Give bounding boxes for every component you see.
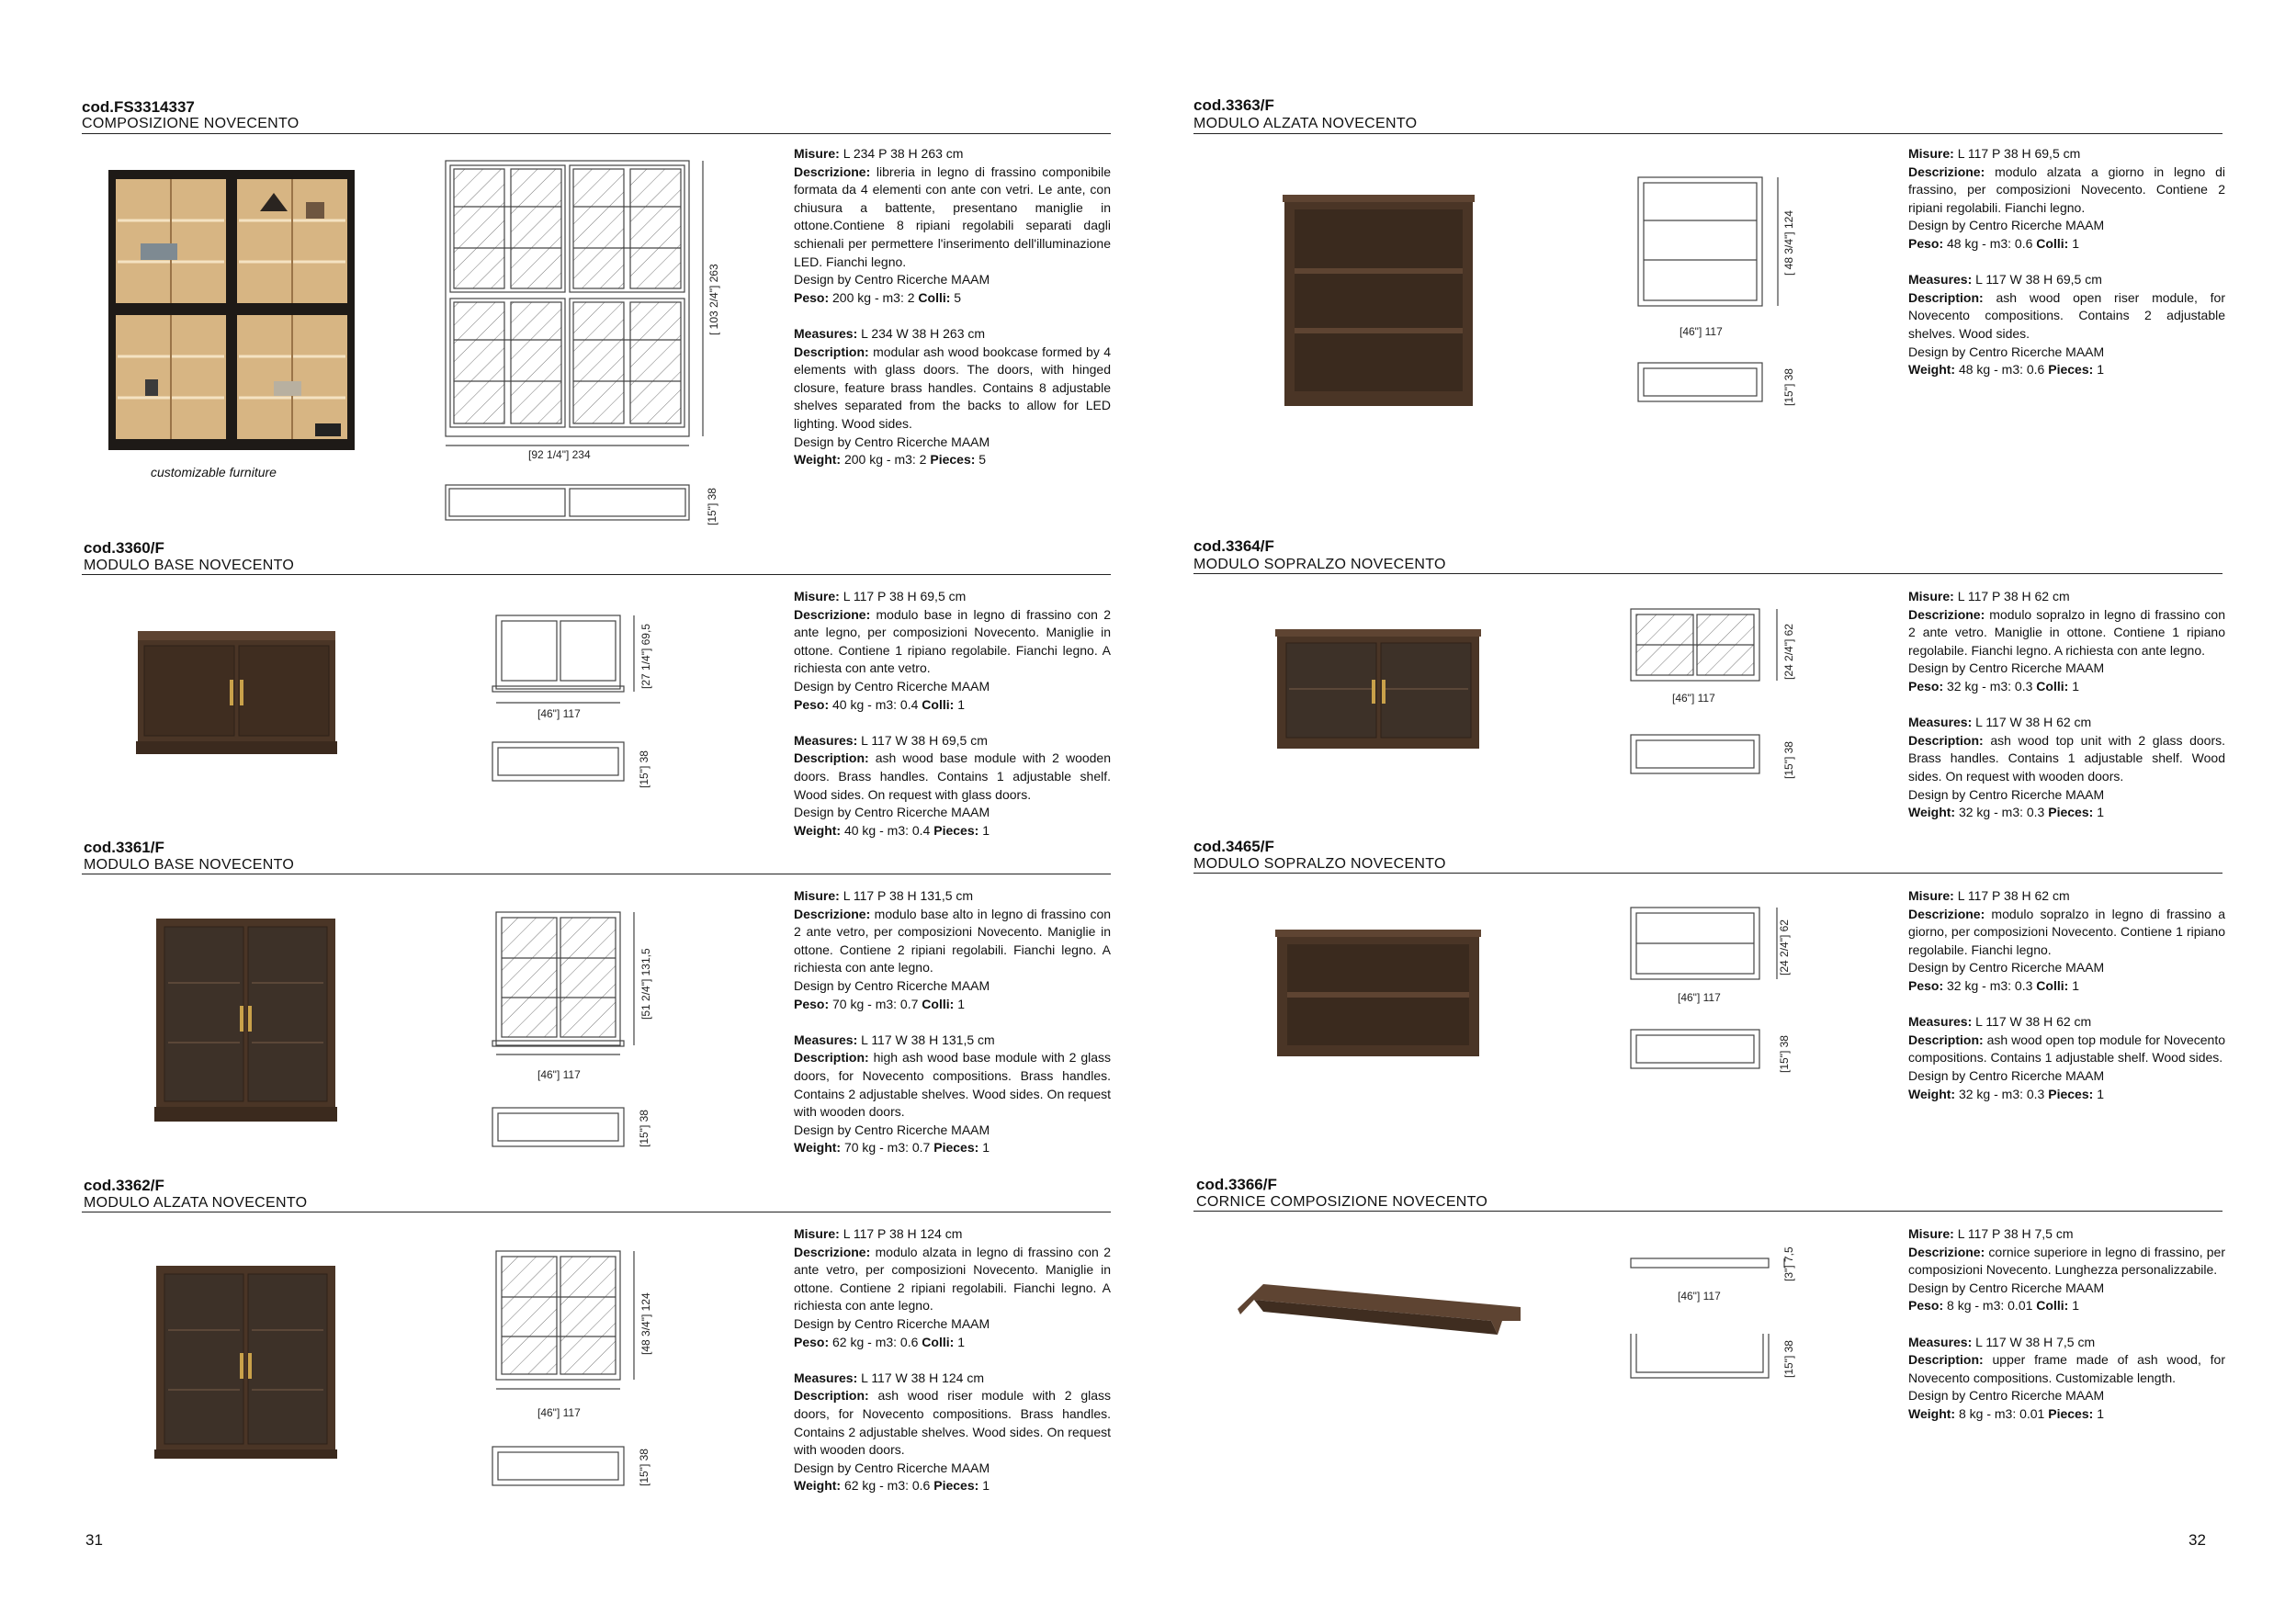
page-number-right: 32 (2189, 1531, 2206, 1549)
product-code: cod.3465/F (1193, 838, 1274, 855)
height-label: [24 2/4"] 62 (1782, 624, 1795, 680)
product-description: Misure: L 234 P 38 H 263 cm Descrizione: libreria in legno di frassino componibile formata da 4 elementi con ante con vetri. Le ante, con chiusura a battente, presentano maniglie in ottone.Contiene 8 ripiani regolabili separati dagli schienali per permettere l'inserimento dell'illuminazione LED. Fianchi legno. Design by Centro Ricerche MAAM Peso: 200 kg - m3: 2 Colli: 5 Measures: L 234 W 38 H 263 cm Description: modular ash wood bookcase formed by 4 elements with glass doors. The doors, with hinged closure, feature brass handles. Contains 8 adjustable shelves separated from the backs to allow for LED lighting. Wood sides. Design by Centro Ricerche MAAM Weight: 200 kg - m3: 2 Pieces: 5 (794, 146, 1112, 468)
product-description: Misure: L 117 P 38 H 62 cm Descrizione: modulo sopralzo in legno di frassino a giorno, per composizioni Novecento. Contiene 1 ripiano regolabile. Fianchi legno. Design by Centro Ricerche MAAM Peso: 32 kg - m3: 0.3 Colli: 1 Measures: L 117 W 38 H 62 cm Description: ash wood open top module for Novecento compositions. Contains 1 adjustable shelf. Wood sides. Design by Centro Ricerche MAAM Weight: 32 kg - m3: 0.3 Pieces: 1 (1908, 888, 2226, 1101)
height-label: [ 48 3/4"] 124 (1782, 210, 1795, 276)
base-module-drawing (492, 611, 657, 795)
width-label: [46"] 117 (537, 1068, 581, 1081)
depth-label: [15"] 38 (638, 1449, 650, 1486)
divider (1193, 133, 2222, 134)
designer-it: Design by Centro Ricerche MAAM (794, 272, 990, 288)
depth-label: [15"] 38 (706, 488, 718, 525)
riser-module-photo (152, 1261, 340, 1463)
product-code: cod.3362/F (84, 1177, 164, 1194)
divider (1193, 1211, 2222, 1212)
product-code: cod.3364/F (1193, 537, 1274, 555)
designer-en: Design by Centro Ricerche MAAM (794, 434, 990, 449)
depth-label: [15"] 38 (1782, 1340, 1795, 1378)
product-name: MODULO ALZATA NOVECENTO (1193, 116, 1418, 131)
width-label: [46"] 117 (1672, 692, 1715, 705)
product-description: Misure: L 117 P 38 H 69,5 cm Descrizione: modulo alzata a giorno in legno di frassino, per composizioni Novecento. Contiene 2 ripiani regolabili. Fianchi legno. Design by Centro Ricerche MAAM Peso: 48 kg - m3: 0.6 Colli: 1 Measures: L 117 W 38 H 69,5 cm Description: ash wood open riser module, for Novecento compositions. Contains 2 adjustable shelves. Wood sides. Design by Centro Ricerche MAAM Weight: 48 kg - m3: 0.6 Pieces: 1 (1908, 146, 2226, 378)
product-description: Misure: L 117 P 38 H 131,5 cm Descrizione: modulo base alto in legno di frassino con 2 ante vetro, per composizioni Novecento. Maniglie in ottone. Contiene 2 ripiani regolabili. Fianchi legno. A richiesta con ante legno. Design by Centro Ricerche MAAM Peso: 70 kg - m3: 0.7 Colli: 1 Measures: L 117 W 38 H 131,5 cm Description: high ash wood base module with 2 glass doors, for Novecento compositions. Brass handles. Contains 2 adjustable shelves. Wood sides. On request with wooden doors. Design by Centro Ricerche MAAM Weight: 70 kg - m3: 0.7 Pieces: 1 (794, 888, 1112, 1156)
divider (82, 574, 1111, 575)
height-label: [48 3/4"] 124 (639, 1292, 652, 1355)
photo-caption: customizable furniture (151, 465, 277, 479)
product-name: CORNICE COMPOSIZIONE NOVECENTO (1196, 1194, 1488, 1210)
product-code: cod.FS3314337 (82, 98, 195, 116)
glass-top-unit-photo (1272, 629, 1484, 753)
packages-it: 5 (954, 289, 962, 305)
measures-it: L 234 P 38 H 263 cm (843, 146, 964, 161)
height-label: [ 103 2/4"] 263 (707, 264, 720, 335)
width-label: [46"] 117 (1678, 991, 1721, 1004)
depth-label: [15"] 38 (638, 750, 650, 788)
high-base-module-drawing (492, 908, 657, 1156)
width-label: [46"] 117 (1680, 325, 1723, 338)
width-label: [46"] 117 (537, 1406, 581, 1419)
height-label: [3"] 7,5 (1782, 1246, 1795, 1281)
product-name: MODULO BASE NOVECENTO (84, 857, 295, 873)
cornice-photo (1236, 1280, 1534, 1348)
cornice-drawing (1628, 1249, 1803, 1396)
product-code: cod.3361/F (84, 839, 164, 856)
pieces-en: 5 (978, 452, 987, 468)
description-en: modular ash wood bookcase formed by 4 elements with glass doors. The doors, with hinged closure, feature brass handles. Contains 8 adjustable shelves separated from the backs to allow for LED lighting. Wood sides. (794, 344, 1111, 431)
product-code: cod.3366/F (1196, 1176, 1277, 1193)
high-base-module-photo (152, 914, 340, 1125)
base-module-photo (133, 629, 340, 758)
height-label: [51 2/4"] 131,5 (639, 948, 652, 1020)
open-riser-drawing (1635, 175, 1801, 413)
product-description: Misure: L 117 P 38 H 7,5 cm Descrizione: cornice superiore in legno di frassino, per composizioni Novecento. Lunghezza personalizzabile. Design by Centro Ricerche MAAM Peso: 8 kg - m3: 0.01 Colli: 1 Measures: L 117 W 38 H 7,5 cm Description: upper frame made of ash wood, for Novecento compositions. Customizable length. Design by Centro Ricerche MAAM Weight: 8 kg - m3: 0.01 Pieces: 1 (1908, 1226, 2225, 1421)
product-name: MODULO ALZATA NOVECENTO (84, 1195, 308, 1211)
product-description: Misure: L 117 P 38 H 124 cm Descrizione: modulo alzata in legno di frassino con 2 ante vetro, per composizioni Novecento. Maniglie in ottone. Contiene 2 ripiani regolabili. Fianchi legno. A richiesta con ante legno. Design by Centro Ricerche MAAM Peso: 62 kg - m3: 0.6 Colli: 1 Measures: L 117 W 38 H 124 cm Description: ash wood riser module with 2 glass doors, for Novecento compositions. Brass handles. Contains 2 adjustable shelves. Wood sides. On request with wooden doors. Design by Centro Ricerche MAAM Weight: 62 kg - m3: 0.6 Pieces: 1 (794, 1226, 1112, 1494)
riser-module-drawing (492, 1246, 657, 1494)
depth-label: [15"] 38 (1782, 741, 1795, 779)
page-number-left: 31 (85, 1531, 103, 1549)
product-code: cod.3360/F (84, 539, 164, 557)
divider (1193, 573, 2222, 574)
width-label: [46"] 117 (1678, 1290, 1721, 1303)
depth-label: [15"] 38 (1782, 368, 1795, 406)
product-name: MODULO SOPRALZO NOVECENTO (1193, 557, 1446, 572)
description-it: libreria in legno di frassino componibile formata da 4 elementi con ante con vetri. Le ante, con chiusura a battente, presentano maniglie in ottone.Contiene 8 ripiani regolabili separati dagli schienali per permettere l'inserimento dell'illuminazione LED. Fianchi legno. (794, 164, 1112, 269)
open-top-module-photo (1272, 930, 1484, 1061)
composition-front-drawing (441, 156, 721, 533)
measures-en: L 234 W 38 H 263 cm (861, 325, 986, 341)
width-label: [92 1/4"] 234 (528, 448, 591, 461)
product-name: MODULO SOPRALZO NOVECENTO (1193, 856, 1446, 872)
product-description: Misure: L 117 P 38 H 62 cm Descrizione: modulo sopralzo in legno di frassino con 2 ante vetro. Maniglie in ottone. Contiene 1 ripiano regolabile. Fianchi legno. A richiesta con ante legno. Design by Centro Ricerche MAAM Peso: 32 kg - m3: 0.3 Colli: 1 Measures: L 117 W 38 H 62 cm Description: ash wood top unit with 2 glass doors. Brass handles. Contains 1 adjustable shelf. Wood sides. On request with wooden doors. Design by Centro Ricerche MAAM Weight: 32 kg - m3: 0.3 Pieces: 1 (1908, 589, 2226, 820)
product-description: Misure: L 117 P 38 H 69,5 cm Descrizione: modulo base in legno di frassino con 2 ante legno, per composizioni Novecento. Maniglie in ottone. Contiene 1 ripiano regolabile. Fianchi legno. A richiesta con ante vetro. Design by Centro Ricerche MAAM Peso: 40 kg - m3: 0.4 Colli: 1 Measures: L 117 W 38 H 69,5 cm Description: ash wood base module with 2 wooden doors. Brass handles. Contains 1 adjustable shelf. Wood sides. On request with glass doors. Design by Centro Ricerche MAAM Weight: 40 kg - m3: 0.4 Pieces: 1 (794, 589, 1112, 838)
depth-label: [15"] 38 (1778, 1035, 1791, 1073)
product-code: cod.3363/F (1193, 96, 1274, 114)
open-riser-photo (1280, 195, 1477, 411)
height-label: [24 2/4"] 62 (1778, 919, 1791, 976)
width-label: [46"] 117 (537, 707, 581, 720)
weight-en: 200 kg - m3: 2 (843, 452, 927, 468)
glass-top-unit-drawing (1628, 606, 1803, 790)
weight-it: 200 kg - m3: 2 (832, 289, 915, 305)
height-label: [27 1/4"] 69,5 (639, 624, 652, 689)
depth-label: [15"] 38 (638, 1110, 650, 1147)
divider (1193, 873, 2222, 874)
divider (82, 133, 1111, 134)
composition-photo (108, 170, 355, 450)
product-name: COMPOSIZIONE NOVECENTO (82, 116, 300, 131)
product-name: MODULO BASE NOVECENTO (84, 558, 295, 573)
